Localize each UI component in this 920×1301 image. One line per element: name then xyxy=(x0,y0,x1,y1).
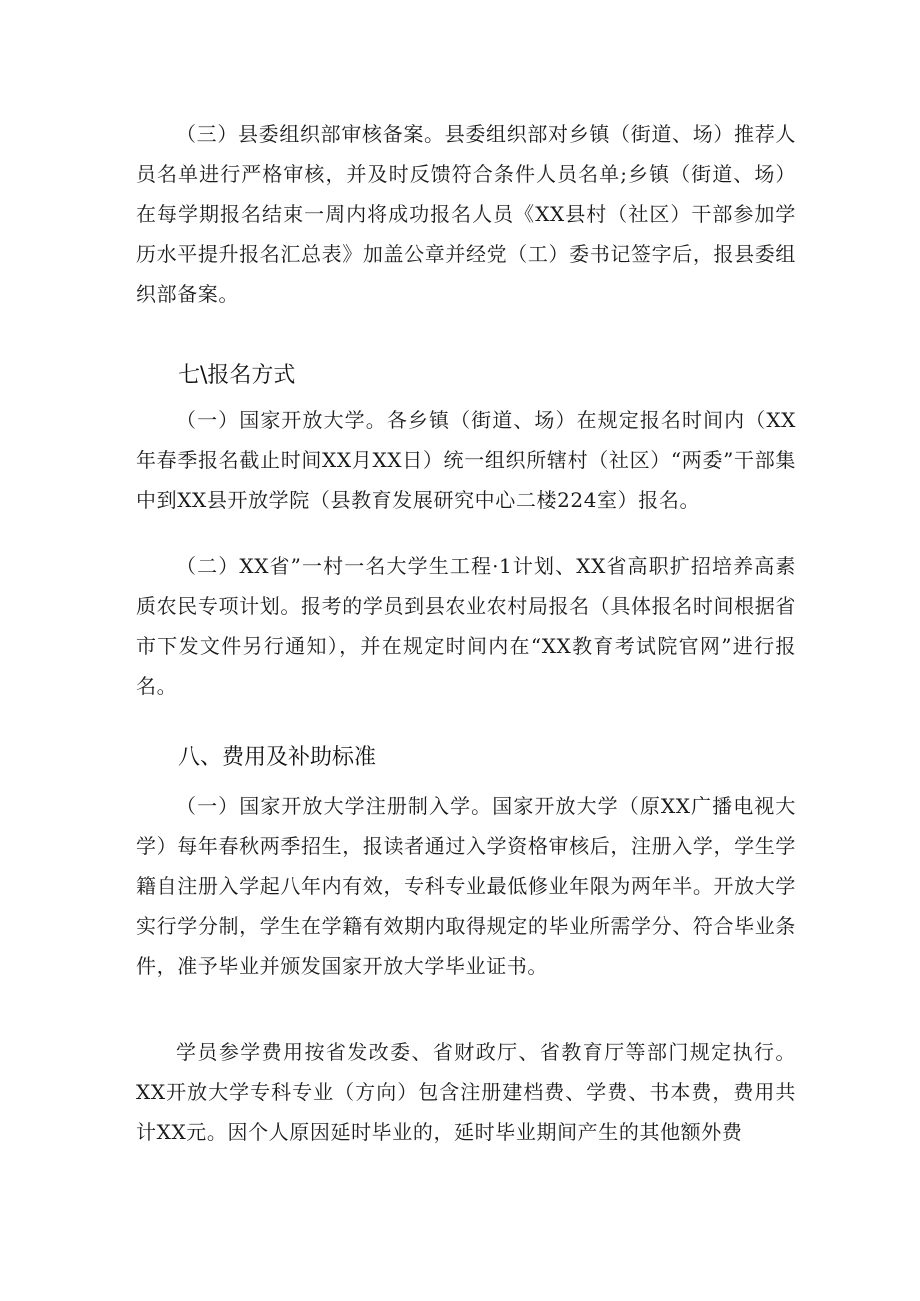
paragraph-county-review: （三）县委组织部审核备案。县委组织部对乡镇（街道、场）推荐人员名单进行严格审核，并及时反馈符合条件人员名单;乡镇（街道、场）在每学期报名结束一周内将成功报名人员《XX县村（社区）干部参加学历水平提升报名汇总表》加盖公章并经党（工）委书记签字后，报县委组织部备案。 xyxy=(136,122,796,306)
paragraph-tuition-fees: 学员参学费用按省发改委、省财政厅、省教育厅等部门规定执行。XX开放大学专科专业（方向）包含注册建档费、学费、书本费，费用共计XX元。因个人原因延时毕业的，延时毕业期间产生的其他额外费 xyxy=(136,1040,796,1144)
paragraph-provincial-programs: （二）XX省”一村一名大学生工程·1计划、XX省高职扩招培养高素质农民专项计划。报考的学员到县农业农村局报名（具体报名时间根据省市下发文件另行通知），并在规定时间内在“XX教育考试院官网”进行报名。 xyxy=(136,554,796,698)
paragraph-open-university-registration: （一）国家开放大学。各乡镇（街道、场）在规定报名时间内（XX年春季报名截止时间XX月XX日）统一组织所辖村（社区）“两委”干部集中到XX县开放学院（县教育发展研究中心二楼224室）报名。 xyxy=(136,408,796,512)
section-heading-registration-method: 七\报名方式 xyxy=(178,363,296,388)
paragraph-registration-enrollment: （一）国家开放大学注册制入学。国家开放大学（原XX广播电视大学）每年春秋两季招生，报读者通过入学资格审核后，注册入学，学生学籍自注册入学起八年内有效，专科专业最低修业年限为两年半。开放大学实行学分制，学生在学籍有效期内取得规定的毕业所需学分、符合毕业条件，准予毕业并颁发国家开放大学毕业证书。 xyxy=(136,794,796,978)
section-heading-fees-subsidy: 八、费用及补助标准 xyxy=(178,745,377,770)
